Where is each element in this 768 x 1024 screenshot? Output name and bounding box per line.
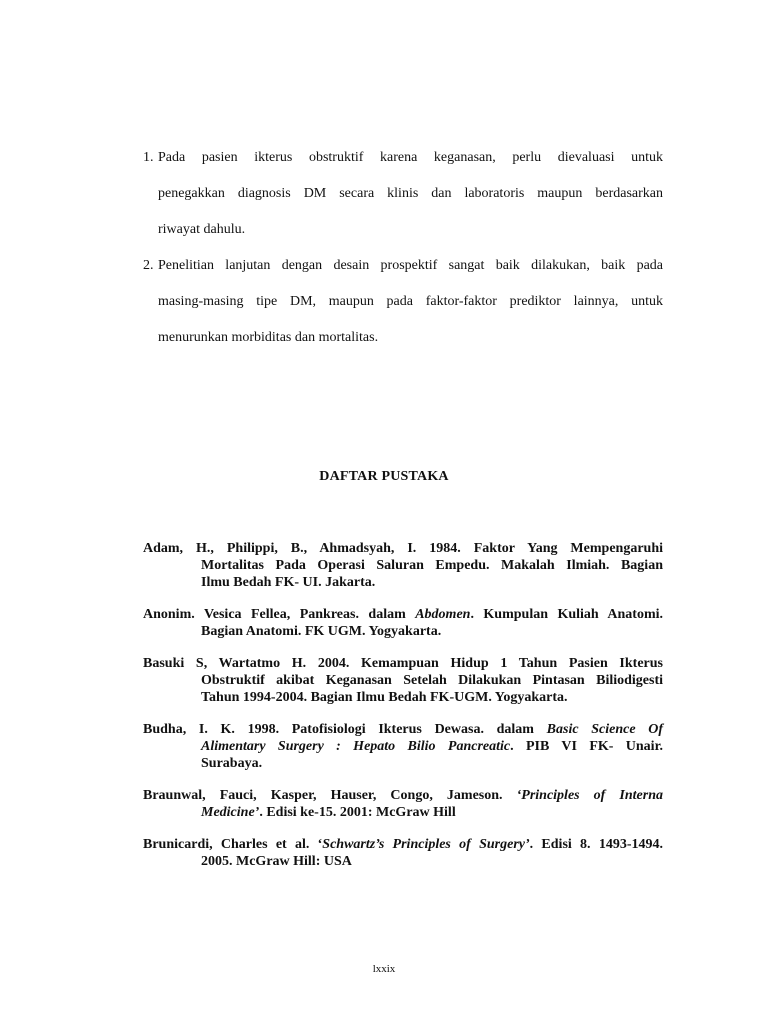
reference-text: Surabaya. <box>201 756 263 771</box>
recommendation-line: Pada pasien ikterus obstruktif karena keganasan, perlu dievaluasi untuk <box>158 150 663 165</box>
reference-text: Obstruktif akibat Keganasan Setelah Dilakukan Pintasan Biliodigesti <box>201 673 663 688</box>
page-number: lxxix <box>372 963 396 975</box>
recommendation-line: penegakkan diagnosis DM secara klinis dan laboratoris maupun berdasarkan <box>158 186 663 201</box>
reference-text: . Edisi ke-15. 2001: McGraw Hill <box>259 805 456 820</box>
reference-line <box>143 755 663 772</box>
reference-title-text: Abdomen <box>415 607 471 622</box>
recommendation-line: menurunkan morbiditas dan mortalitas. <box>158 330 379 345</box>
reference-line <box>143 804 663 821</box>
reference-text: Bagian Anatomi. FK UGM. Yogyakarta. <box>201 624 442 639</box>
reference-line <box>143 606 663 623</box>
recommendation-number: 2. <box>143 258 154 273</box>
reference-title-text: ‘Principles of Interna <box>516 788 664 803</box>
reference-text: . PIB VI FK- Unair. <box>510 739 663 754</box>
reference-text: . Edisi 8. 1493-1494. <box>529 837 663 852</box>
reference-title-text: Medicine’ <box>201 805 260 820</box>
reference-line <box>143 721 663 738</box>
reference-text: Brunicardi, Charles et al. ‘ <box>143 837 323 852</box>
reference-line <box>143 853 663 870</box>
reference-text: Tahun 1994-2004. Bagian Ilmu Bedah FK-UGM. Yogyakarta. <box>201 690 568 705</box>
reference-text: Braunwal, Fauci, Kasper, Hauser, Congo, Jameson. <box>143 788 517 803</box>
reference-text: Mortalitas Pada Operasi Saluran Empedu. Makalah Ilmiah. Bagian <box>201 558 663 573</box>
reference-entry <box>143 836 663 870</box>
recommendation-number: 1. <box>143 150 154 165</box>
reference-entry <box>143 606 663 640</box>
reference-line <box>143 689 663 706</box>
reference-text: 2005. McGraw Hill: USA <box>201 854 352 869</box>
reference-line <box>143 540 663 557</box>
reference-text: Ilmu Bedah FK- UI. Jakarta. <box>201 575 376 590</box>
reference-text: . Kumpulan Kuliah Anatomi. <box>470 607 663 622</box>
reference-entry <box>143 655 663 706</box>
recommendation-item <box>143 146 663 242</box>
reference-line <box>143 557 663 574</box>
reference-text: Basuki S, Wartatmo H. 2004. Kemampuan Hidup 1 Tahun Pasien Ikterus <box>143 656 663 671</box>
reference-line <box>143 836 663 853</box>
recommendation-line: masing-masing tipe DM, maupun pada faktor-faktor prediktor lainnya, untuk <box>158 294 663 309</box>
reference-title-text: Schwartz’s Principles of Surgery’ <box>322 837 530 852</box>
recommendation-line: Penelitian lanjutan dengan desain prospektif sangat baik dilakukan, baik pada <box>158 258 663 273</box>
references-list <box>143 540 663 885</box>
recommendations-list <box>143 146 663 362</box>
reference-entry <box>143 540 663 591</box>
reference-text: Budha, I. K. 1998. Patofisiologi Ikterus Dewasa. dalam <box>143 722 547 737</box>
reference-line <box>143 672 663 689</box>
recommendation-line: riwayat dahulu. <box>158 222 246 237</box>
reference-line <box>143 787 663 804</box>
reference-line <box>143 738 663 755</box>
reference-text: Adam, H., Philippi, B., Ahmadsyah, I. 1984. Faktor Yang Mempengaruhi <box>143 541 663 556</box>
reference-line <box>143 574 663 591</box>
reference-line <box>143 623 663 640</box>
reference-line <box>143 655 663 672</box>
reference-text: Anonim. Vesica Fellea, Pankreas. dalam <box>143 607 416 622</box>
recommendation-item <box>143 254 663 350</box>
section-title: DAFTAR PUSTAKA <box>319 469 449 484</box>
reference-entry <box>143 721 663 772</box>
reference-entry <box>143 787 663 821</box>
reference-title-text: Alimentary Surgery : Hepato Bilio Pancreatic <box>201 739 511 754</box>
reference-title-text: Basic Science Of <box>546 722 663 737</box>
